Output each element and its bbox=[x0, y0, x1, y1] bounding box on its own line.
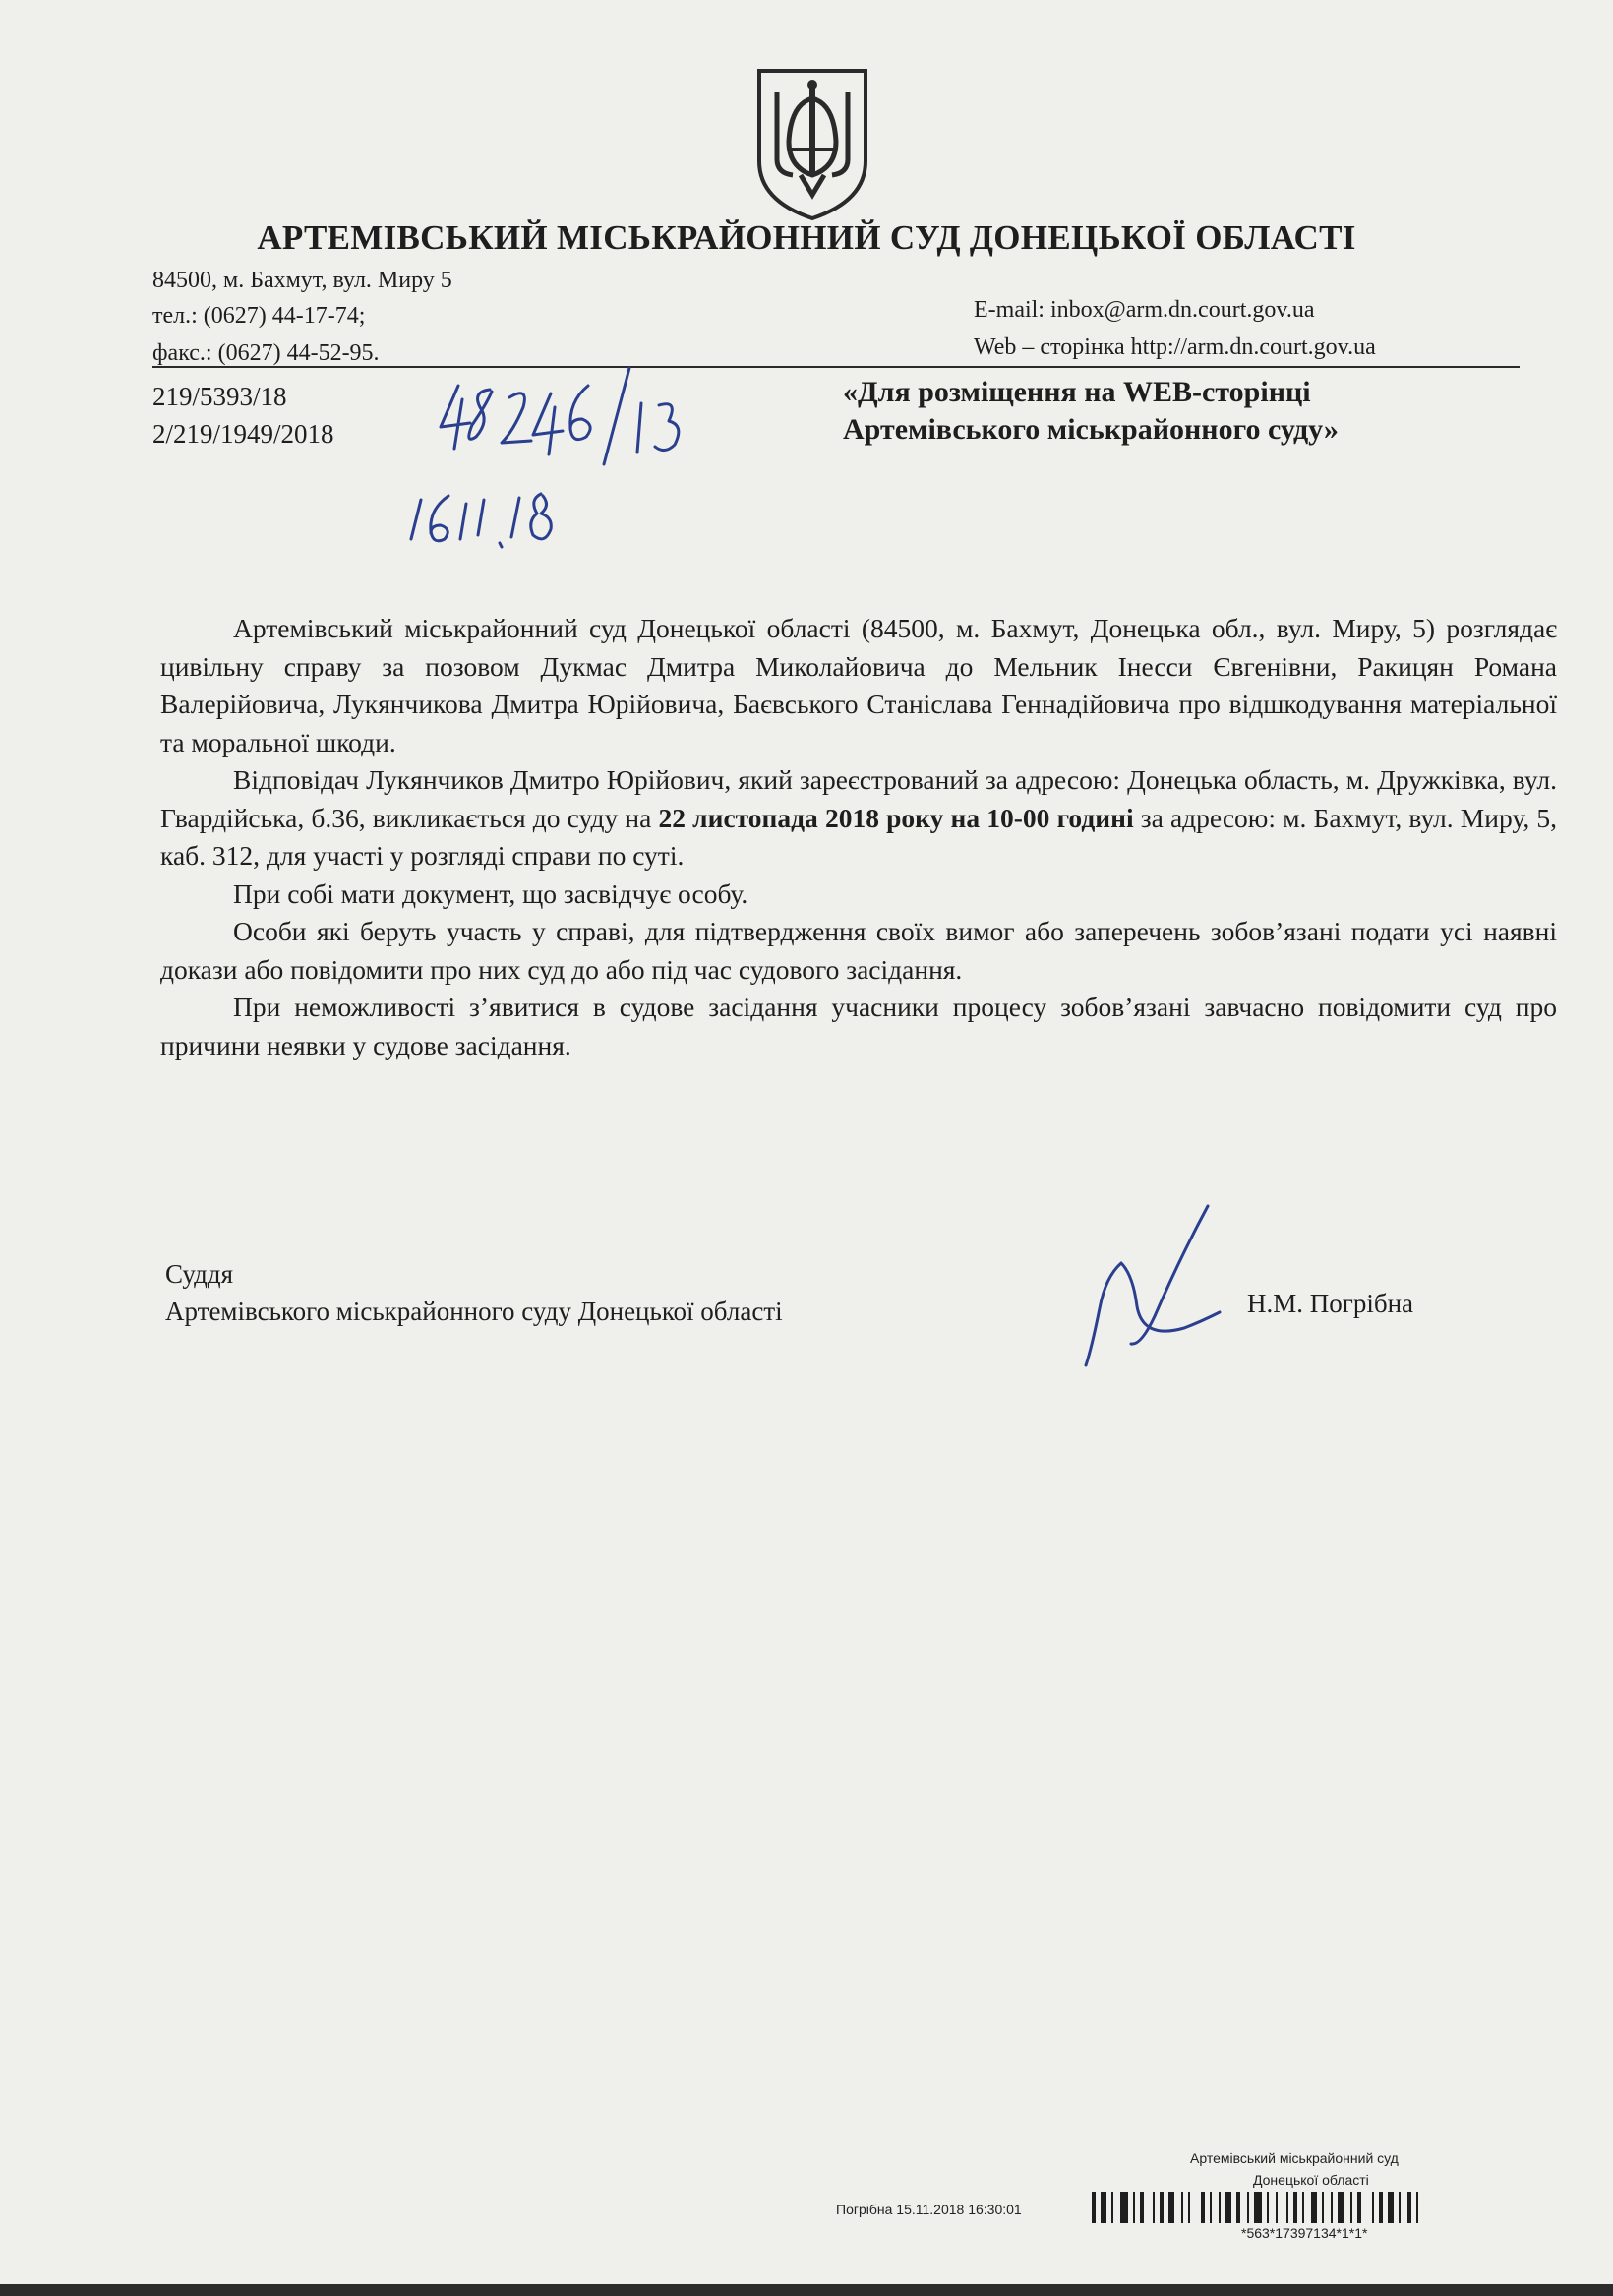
barcode-bar bbox=[1111, 2192, 1113, 2223]
handwritten-date bbox=[405, 470, 612, 569]
barcode-bar bbox=[1153, 2192, 1155, 2223]
case-number-2: 2/219/1949/2018 bbox=[152, 419, 334, 449]
barcode-bar bbox=[1267, 2192, 1269, 2223]
registration-court-line-1: Артемівський міськрайонний суд bbox=[1190, 2150, 1399, 2166]
barcode-bar bbox=[1236, 2192, 1240, 2223]
court-fax: факс.: (0627) 44-52-95. bbox=[152, 340, 380, 366]
court-name: АРТЕМІВСЬКИЙ МІСЬКРАЙОННИЙ СУД ДОНЕЦЬКОЇ ОБЛАСТІ bbox=[257, 218, 1356, 257]
barcode-bar bbox=[1338, 2192, 1344, 2223]
barcode-bar bbox=[1160, 2192, 1164, 2223]
coat-of-arms-icon bbox=[751, 65, 873, 222]
barcode-bar bbox=[1210, 2192, 1212, 2223]
signature-title: Суддя bbox=[165, 1259, 234, 1289]
barcode-bar bbox=[1101, 2192, 1106, 2223]
header-divider bbox=[152, 366, 1520, 368]
signature-court: Артемівського міськрайонного суду Донецької області bbox=[165, 1297, 783, 1326]
barcode-bar bbox=[1350, 2192, 1352, 2223]
summons-text-end: за адресою: м. Бахмут, вул. Миру, 5, каб. 312, для участі у розгляді справи по суті. bbox=[160, 802, 1557, 871]
paragraph-id-document: При собі мати документ, що засвідчує особу. bbox=[233, 877, 748, 909]
judge-signature-icon bbox=[1062, 1198, 1229, 1375]
paragraph-absence: При неможливості з’явитися в судове засідання учасники процесу зобов’язані завчасно повідомити суд про причини неявки у судове засідання. bbox=[160, 992, 1557, 1060]
case-number-1: 219/5393/18 bbox=[152, 382, 287, 411]
registration-barcode bbox=[1092, 2192, 1574, 2227]
barcode-bar bbox=[1092, 2192, 1096, 2223]
barcode-bar bbox=[1133, 2192, 1135, 2223]
court-website: Web – сторінка http://arm.dn.court.gov.ua bbox=[974, 334, 1376, 360]
barcode-bar bbox=[1331, 2192, 1333, 2223]
registration-user-datetime: Погрібна 15.11.2018 16:30:01 bbox=[836, 2202, 1022, 2217]
barcode-bar bbox=[1276, 2192, 1278, 2223]
registration-court-line-2: Донецької області bbox=[1253, 2172, 1369, 2188]
barcode-bar bbox=[1388, 2192, 1394, 2223]
publication-note-line-2: Артемівського міськрайонного суду» bbox=[843, 413, 1339, 446]
judge-name: Н.М. Погрібна bbox=[1247, 1289, 1414, 1318]
paragraph-summons bbox=[160, 761, 1557, 876]
handwritten-reg-number bbox=[433, 346, 728, 474]
barcode-bar bbox=[1201, 2192, 1205, 2223]
registration-barcode-text: *563*17397134*1*1* bbox=[1241, 2225, 1368, 2241]
barcode-bar bbox=[1181, 2192, 1183, 2223]
barcode-bar bbox=[1379, 2192, 1383, 2223]
letter-body bbox=[160, 610, 1557, 1064]
barcode-bar bbox=[1247, 2192, 1249, 2223]
summons-text-start: Відповідач Лукянчиков Дмитро Юрійович, який зареєстрований за адресою: Донецька область, м. Дружківка, вул. Гвардійська, б.36, викликається до суду на bbox=[160, 764, 1557, 833]
court-address: 84500, м. Бахмут, вул. Миру 5 bbox=[152, 268, 452, 293]
barcode-bar bbox=[1399, 2192, 1401, 2223]
barcode-bar bbox=[1168, 2192, 1174, 2223]
barcode-bar bbox=[1372, 2192, 1374, 2223]
barcode-bar bbox=[1322, 2192, 1324, 2223]
barcode-bar bbox=[1311, 2192, 1317, 2223]
barcode-bar bbox=[1302, 2192, 1304, 2223]
barcode-bar bbox=[1254, 2192, 1262, 2223]
court-phone: тел.: (0627) 44-17-74; bbox=[152, 303, 366, 329]
barcode-bar bbox=[1188, 2192, 1190, 2223]
barcode-bar bbox=[1120, 2192, 1128, 2223]
barcode-bar bbox=[1225, 2192, 1231, 2223]
publication-note-line-1: «Для розміщення на WEB-сторінці bbox=[843, 376, 1311, 408]
hearing-datetime: 22 листопада 2018 року на 10-00 годині bbox=[658, 802, 1134, 833]
barcode-bar bbox=[1140, 2192, 1144, 2223]
barcode-bar bbox=[1416, 2192, 1418, 2223]
barcode-bar bbox=[1219, 2192, 1221, 2223]
barcode-bar bbox=[1293, 2192, 1297, 2223]
barcode-bar bbox=[1286, 2192, 1288, 2223]
scan-edge bbox=[0, 2284, 1613, 2296]
barcode-bar bbox=[1407, 2192, 1411, 2223]
paragraph-case-description: Артемівський міськрайонний суд Донецької області (84500, м. Бахмут, Донецька обл., вул. Миру, 5) розглядає цивільну справу за позовом Дукмас Дмитра Миколайовича до Мельник Інесси Євгенівни, Ракицян Романа Валерійовича, Лукянчикова Дмитра Юрійовича, Баєвського Станіслава Геннадійовича про відшкодування матеріальної та моральної шкоди. bbox=[160, 613, 1557, 757]
barcode-bar bbox=[1357, 2192, 1361, 2223]
court-email: E-mail: inbox@arm.dn.court.gov.ua bbox=[974, 297, 1315, 323]
paragraph-evidence: Особи які беруть участь у справі, для підтвердження своїх вимог або заперечень зобов’язані подати усі наявні докази або повідомити про них суд до або під час судового засідання. bbox=[160, 916, 1557, 985]
